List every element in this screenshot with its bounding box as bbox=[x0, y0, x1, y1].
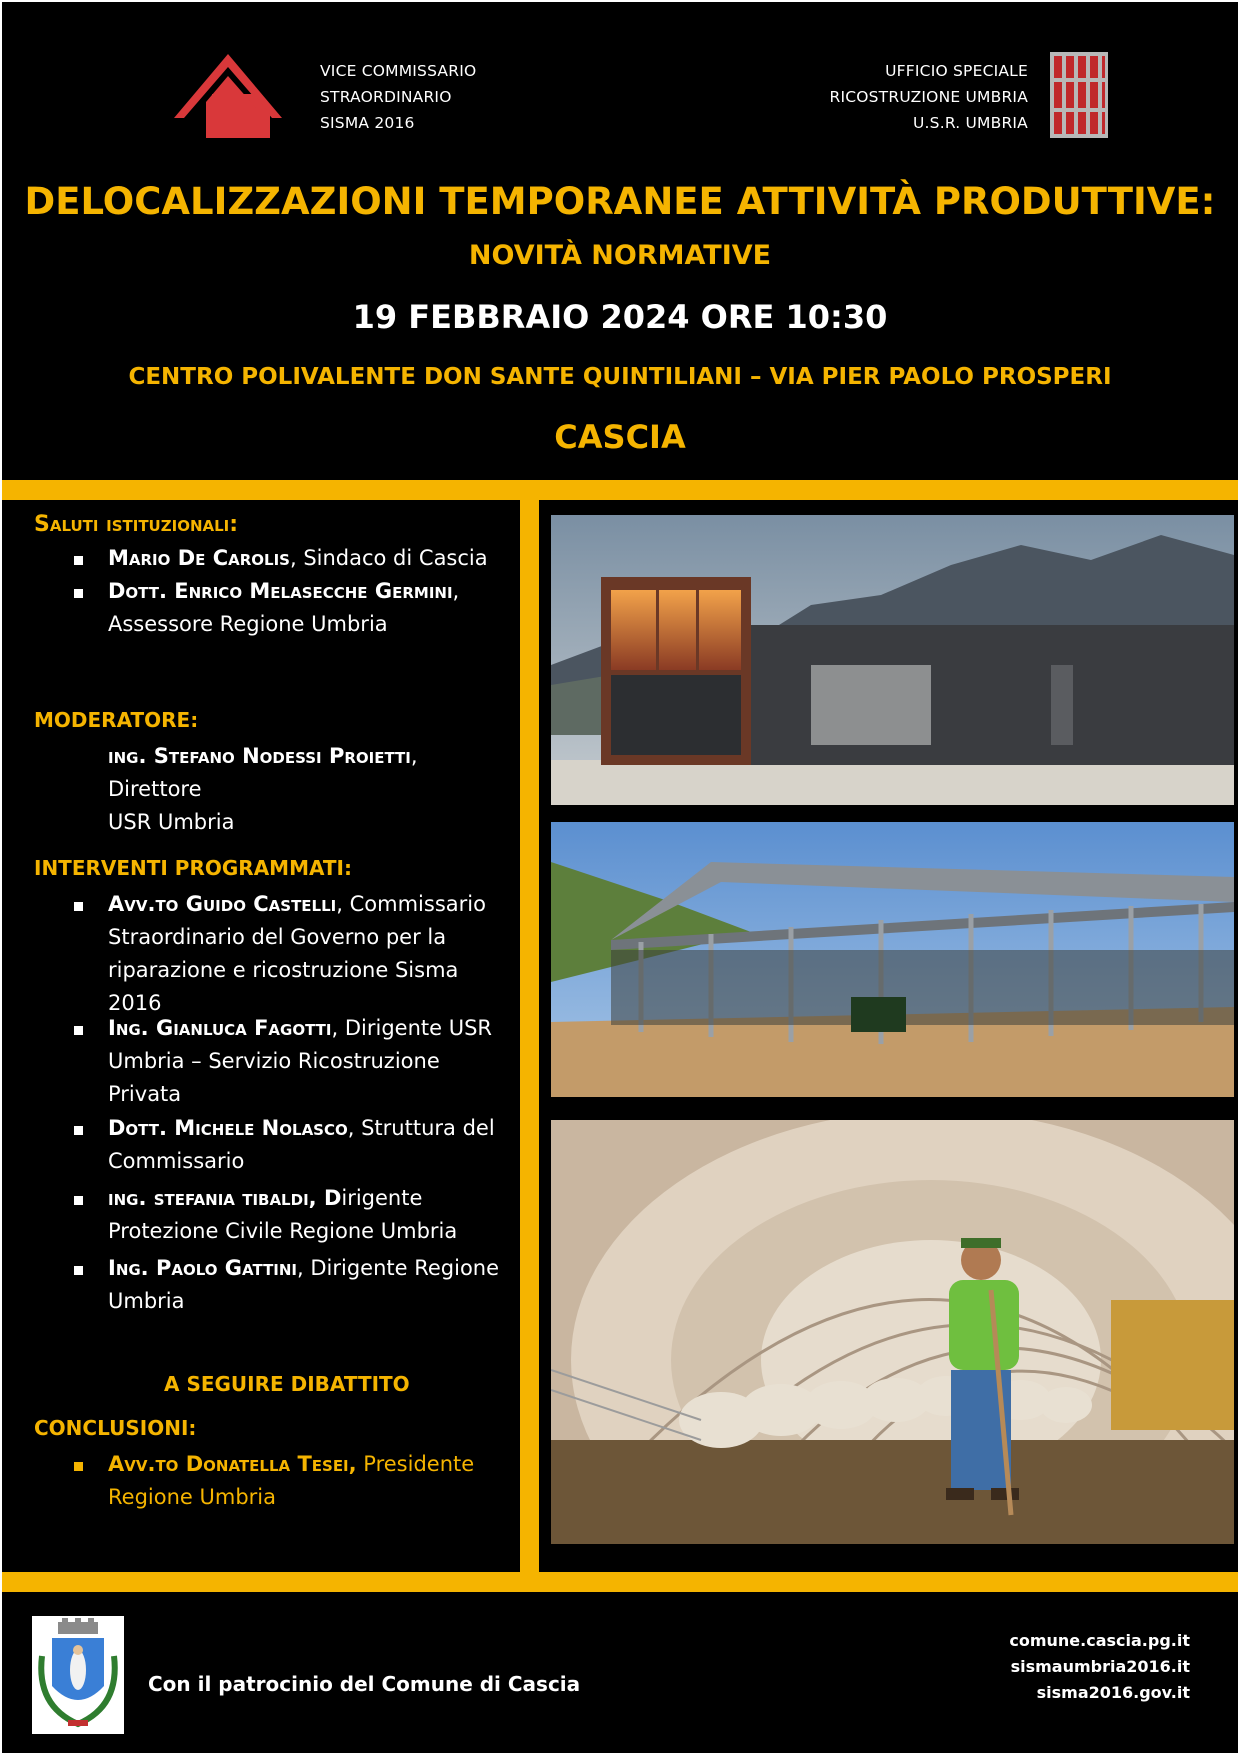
footer-link-comune[interactable]: comune.cascia.pg.it bbox=[1009, 1631, 1190, 1650]
speaker-role: irigente bbox=[341, 1186, 423, 1210]
building-photo-image bbox=[551, 515, 1234, 805]
steel-shed-photo bbox=[551, 822, 1234, 1097]
bullet-icon bbox=[74, 1026, 83, 1035]
interventi-item bbox=[108, 1182, 508, 1248]
moderatore-heading: MODERATORE: bbox=[34, 708, 199, 732]
farmer-sheep-photo-image bbox=[551, 1120, 1234, 1544]
speaker-role: USR Umbria bbox=[108, 810, 235, 834]
speaker-name: Ing. Paolo Gattini bbox=[108, 1256, 298, 1280]
event-datetime: 19 FEBBRAIO 2024 ORE 10:30 bbox=[352, 298, 888, 336]
conclusioni-item bbox=[108, 1448, 508, 1514]
bullet-icon bbox=[74, 902, 83, 911]
moderatore-item bbox=[108, 740, 508, 839]
speaker-role-line: Umbria – Servizio Ricostruzione bbox=[108, 1049, 440, 1073]
divider-band-top bbox=[2, 480, 1238, 500]
usr-umbria-logo-text bbox=[829, 58, 1028, 136]
speaker-role: Assessore Regione Umbria bbox=[108, 612, 388, 636]
speaker-role: Regione Umbria bbox=[108, 1485, 276, 1509]
speaker-role-line: Umbria bbox=[108, 1289, 185, 1313]
divider-vertical bbox=[520, 500, 539, 1572]
event-poster bbox=[2, 2, 1238, 1753]
speaker-name: Avv.to Guido Castelli bbox=[108, 892, 337, 916]
bullet-icon bbox=[74, 1266, 83, 1275]
interventi-item bbox=[108, 1012, 508, 1111]
interventi-item bbox=[108, 1112, 508, 1178]
speaker-role-line: Straordinario del Governo per la bbox=[108, 925, 447, 949]
speaker-name: ing. stefania tibaldi, D bbox=[108, 1186, 342, 1210]
footer-link-sisma2016[interactable]: sisma2016.gov.it bbox=[1036, 1683, 1190, 1702]
footer-link-sismaumbria[interactable]: sismaumbria2016.it bbox=[1010, 1657, 1190, 1676]
interventi-item bbox=[108, 1252, 508, 1318]
event-venue: CENTRO POLIVALENTE DON SANTE QUINTILIANI – VIA PIER PAOLO PROSPERI bbox=[128, 364, 1112, 390]
farmer-sheep-photo bbox=[551, 1120, 1234, 1544]
bullet-icon bbox=[74, 1126, 83, 1135]
dibattito-label: A SEGUIRE DIBATTITO bbox=[164, 1372, 410, 1396]
speaker-role: , Sindaco di Cascia bbox=[289, 546, 488, 570]
comune-cascia-crest-icon bbox=[32, 1616, 124, 1734]
saluti-item bbox=[108, 575, 508, 641]
usr-umbria-logo-icon bbox=[1050, 52, 1108, 138]
logo-right-line: RICOSTRUZIONE UMBRIA bbox=[829, 88, 1028, 106]
bullet-icon bbox=[74, 589, 83, 598]
logo-left-line: VICE COMMISSARIO bbox=[320, 62, 477, 80]
house-logo-icon bbox=[170, 50, 286, 138]
bullet-icon bbox=[74, 1196, 83, 1205]
conclusioni-heading: CONCLUSIONI: bbox=[34, 1416, 197, 1440]
patronage-text: Con il patrocinio del Comune di Cascia bbox=[148, 1672, 581, 1696]
speaker-role: , Commissario bbox=[336, 892, 486, 916]
speaker-role: , Dirigente USR bbox=[331, 1016, 493, 1040]
speaker-name: Ing. Gianluca Fagotti bbox=[108, 1016, 332, 1040]
vice-commissario-logo-text bbox=[320, 58, 476, 136]
speaker-name: Mario De Carolis bbox=[108, 546, 290, 570]
speaker-role-line: 2016 bbox=[108, 991, 162, 1015]
speaker-role: , Direttore bbox=[108, 744, 418, 801]
speaker-name: Dott. Michele Nolasco bbox=[108, 1116, 348, 1140]
logo-left-line: SISMA 2016 bbox=[320, 114, 415, 132]
speaker-role-line: Protezione Civile Regione Umbria bbox=[108, 1219, 458, 1243]
speaker-role-line: riparazione e ricostruzione Sisma bbox=[108, 958, 459, 982]
logo-right-line: U.S.R. UMBRIA bbox=[912, 114, 1028, 132]
steel-shed-photo-image bbox=[551, 822, 1234, 1097]
logo-left-line: STRAORDINARIO bbox=[320, 88, 452, 106]
event-city: CASCIA bbox=[554, 418, 686, 456]
event-title: DELOCALIZZAZIONI TEMPORANEE ATTIVITÀ PRODUTTIVE: bbox=[24, 180, 1216, 223]
bullet-icon bbox=[74, 1462, 83, 1471]
speaker-role: , Struttura del bbox=[347, 1116, 495, 1140]
speaker-name: Dott. Enrico Melasecche Germini bbox=[108, 579, 453, 603]
event-subtitle: NOVITÀ NORMATIVE bbox=[468, 240, 772, 271]
bullet-icon bbox=[74, 556, 83, 565]
building-photo bbox=[551, 515, 1234, 805]
speaker-role: , Dirigente Regione bbox=[297, 1256, 500, 1280]
speaker-role-line: Commissario bbox=[108, 1149, 245, 1173]
footer-links bbox=[1009, 1628, 1190, 1706]
interventi-item bbox=[108, 888, 508, 1020]
speaker-name: Avv.to Donatella Tesei, bbox=[108, 1452, 357, 1476]
speaker-role: Presidente bbox=[356, 1452, 475, 1476]
logo-right-line: UFFICIO SPECIALE bbox=[885, 62, 1028, 80]
speaker-role: , bbox=[452, 579, 460, 603]
speaker-name: ing. Stefano Nodessi Proietti bbox=[108, 744, 411, 768]
interventi-heading: INTERVENTI PROGRAMMATI: bbox=[34, 856, 352, 880]
saluti-heading: Saluti istituzionali: bbox=[34, 512, 239, 537]
saluti-item bbox=[108, 542, 508, 575]
speaker-role-line: Privata bbox=[108, 1082, 182, 1106]
divider-band-bottom bbox=[2, 1572, 1238, 1592]
